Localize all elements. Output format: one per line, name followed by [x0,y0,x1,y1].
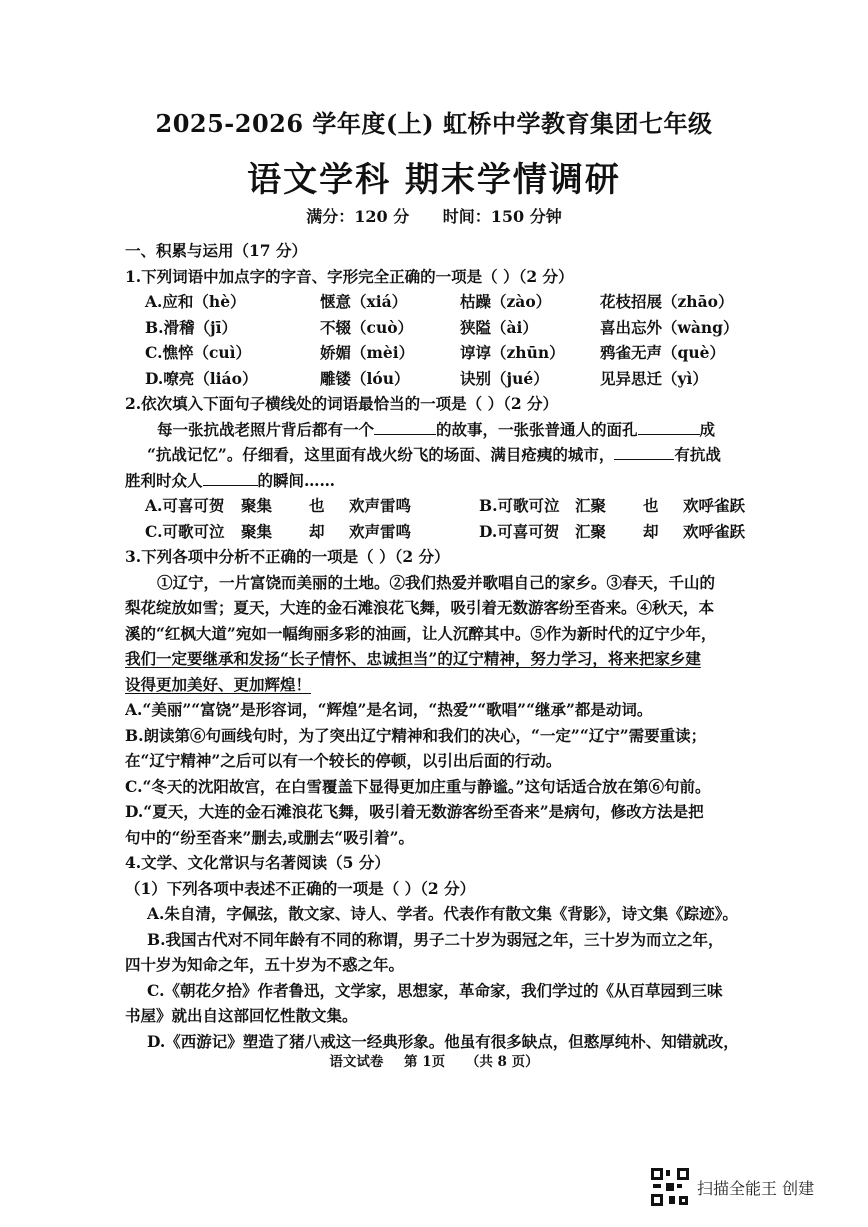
option-cell: 娇媚（mèi） [320,343,415,362]
scanner-watermark [651,1168,814,1206]
question-1-stem: 1.下列词语中加点字的字音、字形完全正确的一项是（ ）（2 分） [125,266,574,286]
option-cell: 见异思迁（yì） [600,368,708,388]
question-1-row-b [125,315,755,341]
option-cell: 谆谆（zhūn） [460,343,565,362]
question-3-option-d-cont: 句中的“纷至沓来”删去,或删去“吸引着”。 [125,827,415,847]
fill-blank [638,418,700,435]
question-1-row-a [125,289,755,315]
option-cell: 诀别（jué） [460,368,549,388]
option-cell: 花枝招展（zhāo） [600,292,734,311]
time-limit: 时间：150 分钟 [442,207,562,226]
question-2-passage-line: “抗战记忆”。仔细看，这里面有战火纷飞的场面、满目疮痍的城市， 有抗战 [147,445,721,464]
question-3-option-b-cont: 在“辽宁精神”之后可以有一个较长的停顿，以引出后面的行动。 [125,751,562,770]
question-4-option-b-cont: 四十岁为知命之年，五十岁为不惑之年。 [125,955,405,974]
page-total: （共 8 页） [465,1054,539,1070]
full-score: 满分：120 分 [306,207,410,226]
option-cell: 喜出忘外（wàng） [600,317,739,337]
question-3-option-d: D.“夏天，大连的金石滩浪花飞舞，吸引着无数游客纷至沓来”是病句，修改方法是把 [125,802,704,821]
question-4-option-c-cont: 书屋》就出自这部回忆性散文集。 [125,1006,358,1025]
question-3-stem: 3.下列各项中分析不正确的一项是（ ）（2 分） [125,547,450,566]
option-cell: D.嘹亮（liáo） [145,368,258,388]
question-4-option-c: C.《朝花夕拾》作者鲁迅，文学家，思想家，革命家，我们学过的《从百草园到三味 [147,980,723,1000]
question-3-passage-line: 梨花绽放如雪；夏天，大连的金石滩浪花飞舞，吸引着无数游客纷至沓来。④秋天，本 [125,598,715,617]
exam-content [125,238,755,1054]
option-cell: 狭隘（ài） [460,317,538,337]
fill-blank [614,443,674,460]
question-2-passage-line: 每一张抗战老照片背后都有一个 的故事，一张张普通人的面孔 成 [157,419,716,439]
question-2-options-cd: C.可歌可泣 聚集 却 欢声雷鸣 D.可喜可贺 汇聚 却 欢呼雀跃 [145,521,746,541]
question-2-passage-line: 胜利时众人 的瞬间…… [125,470,336,490]
exam-title: 语文学科 期末学情调研 [247,160,621,200]
question-1-row-c [125,340,755,366]
option-cell: 鸦雀无声（què） [600,343,725,362]
option-cell: B.滑稽（jī） [145,317,237,337]
question-4-option-d: D.《西游记》塑造了猪八戒这一经典形象。他虽有很多缺点，但憨厚纯朴、知错就改， [147,1031,739,1051]
section-title: 一、积累与运用（17 分） [125,241,307,260]
question-4-option-b: B.我国古代对不同年龄有不同的称谓，男子二十岁为弱冠之年，三十岁为而立之年， [147,929,724,949]
exam-header-line1: 2025-2026 学年度(上) 虹桥中学教育集团七年级 [155,109,713,138]
question-3-option-c: C.“冬天的沈阳故宫，在白雪覆盖下显得更加庄重与静谧。”这句话适合放在第⑥句前。 [125,776,711,796]
question-4-option-a: A.朱自清，字佩弦，散文家、诗人、学者。代表作有散文集《背影》，诗文集《踪迹》。 [147,904,738,923]
watermark-text: 扫描全能王 创建 [697,1178,815,1198]
question-3-passage-line: 溪的“红枫大道”宛如一幅绚丽多彩的油画，让人沉醉其中。⑤作为新时代的辽宁少年， [125,623,717,643]
fill-blank [203,469,258,486]
paper-name: 语文试卷 [329,1054,384,1070]
option-cell: 雕镂（lóu） [320,368,410,388]
page-footer [0,1050,868,1070]
option-cell: 枯躁（zào） [460,292,552,311]
question-2-options-ab: A.可喜可贺 聚集 也 欢声雷鸣 B.可歌可泣 汇聚 也 欢呼雀跃 [145,496,746,515]
option-cell: A.应和（hè） [145,292,246,311]
question-4-sub1-stem: （1）下列各项中表述不正确的一项是（ ）（2 分） [125,878,476,898]
option-cell: 惬意（xiá） [320,292,408,311]
option-cell: C.憔悴（cuì） [145,343,252,362]
option-cell: 不辍（cuò） [320,317,414,337]
question-1-row-d [125,366,755,392]
page-number: 第 1页 [404,1054,446,1070]
question-4-stem: 4.文学、文化常识与名著阅读（5 分） [125,853,390,872]
qr-code-icon [651,1168,689,1206]
exam-meta [0,204,868,227]
question-3-option-a: A.“美丽”“富饶”是形容词，“辉煌”是名词，“热爱”“歌唱”“继承”都是动词。 [125,700,653,719]
question-3-underlined-sentence: 设得更加美好、更加辉煌！ [125,674,312,694]
question-3-underlined-sentence: 我们一定要继承和发扬“长子情怀、忠诚担当”的辽宁精神，努力学习，将来把家乡建 [125,649,701,668]
question-3-passage-line: ①辽宁，一片富饶而美丽的土地。②我们热爱并歌唱自己的家乡。③春天，千山的 [157,572,716,592]
question-2-stem: 2.依次填入下面句子横线处的词语最恰当的一项是（ ）（2 分） [125,394,559,413]
question-3-option-b: B.朗读第⑥句画线句时，为了突出辽宁精神和我们的决心，“一定”“辽宁”需要重读； [125,725,707,745]
fill-blank [374,418,436,435]
